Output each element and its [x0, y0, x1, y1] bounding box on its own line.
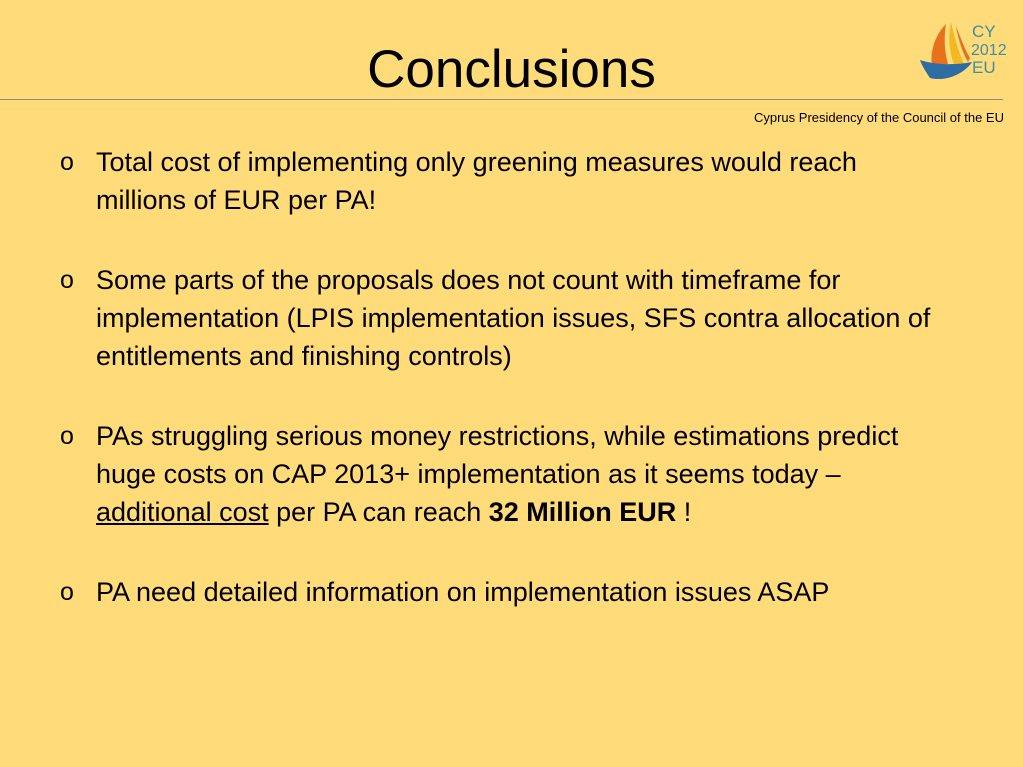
bullet-text-part: ! — [676, 497, 692, 527]
bold-amount: 32 Million EUR — [488, 497, 677, 527]
bullet-text: Some parts of the proposals does not count with timeframe for implementation (LPIS implementation issues, SFS contra allocation of entitlements and finishing controls) — [96, 265, 931, 371]
cy2012-logo — [918, 20, 1008, 84]
logo-sail-orange — [932, 24, 948, 64]
bullet-marker: o — [60, 422, 74, 450]
bullet-item — [60, 417, 956, 531]
logo-text-eu: EU — [972, 58, 996, 77]
bullet-marker: o — [60, 148, 74, 176]
logo-text-year: 2012 — [971, 42, 1007, 59]
conclusion-bullets — [60, 143, 960, 653]
bullet-item — [60, 143, 936, 219]
slide-title: Conclusions — [367, 40, 656, 99]
bullet-text-part: per PA can reach — [268, 497, 489, 527]
bullet-item — [60, 261, 956, 375]
bullet-marker: o — [60, 578, 74, 606]
underlined-additional-cost: additional cost — [96, 497, 269, 527]
bullet-marker: o — [60, 266, 74, 294]
logo-text-cy: CY — [972, 22, 996, 41]
presidency-subtitle: Cyprus Presidency of the Council of the EU — [753, 110, 1004, 125]
bullet-text: PA need detailed information on implementation issues ASAP — [96, 577, 830, 607]
bullet-text-part: PAs struggling serious money restrictions, while estimations predict huge costs on CAP 2013+ implementation as it seems today – — [96, 421, 899, 489]
bullet-text — [96, 421, 898, 527]
bullet-item — [60, 573, 960, 611]
title-divider — [0, 99, 1003, 100]
bullet-text: Total cost of implementing only greening measures would reach millions of EUR per PA! — [96, 147, 857, 215]
